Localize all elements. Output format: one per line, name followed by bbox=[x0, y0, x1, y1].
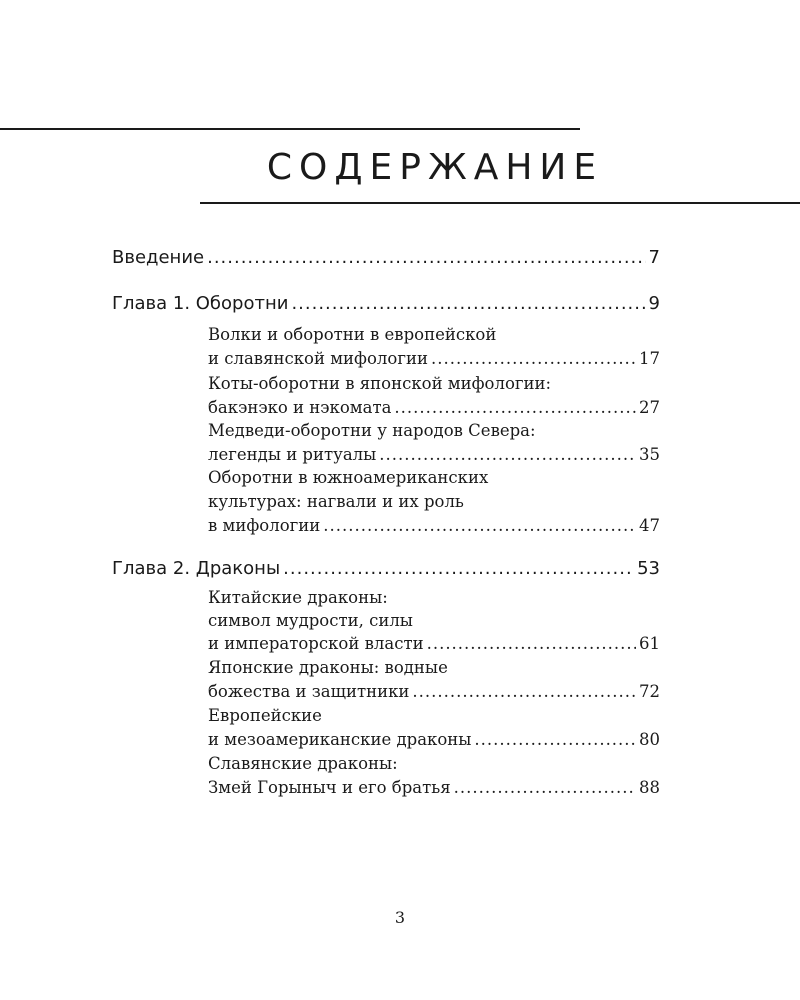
toc-entry-section[interactable] bbox=[208, 728, 660, 752]
top-rule bbox=[0, 128, 580, 130]
toc-page-number: 80 bbox=[639, 730, 660, 749]
toc-entry-title: легенды и ритуалы bbox=[208, 445, 377, 464]
toc-entry-section[interactable] bbox=[208, 396, 660, 420]
toc-entry-title: бакэнэко и нэкомата bbox=[208, 398, 392, 417]
toc-page-number: 53 bbox=[637, 558, 660, 579]
toc-page-number: 9 bbox=[648, 293, 660, 314]
toc-entry-title: божества и защитники bbox=[208, 682, 410, 701]
toc-entry-chapter-2[interactable] bbox=[112, 557, 660, 581]
toc-entry-section[interactable] bbox=[208, 680, 660, 704]
page-number: 3 bbox=[394, 908, 406, 927]
toc-page-number: 7 bbox=[648, 247, 660, 268]
toc-section-line: Оборотни в южноамериканских bbox=[208, 468, 489, 487]
toc-page-number: 72 bbox=[639, 682, 660, 701]
toc-entry-section[interactable] bbox=[208, 632, 660, 656]
toc-entry-title: в мифологии bbox=[208, 516, 321, 535]
leader-dots bbox=[474, 728, 636, 752]
toc-page-number: 27 bbox=[639, 398, 660, 417]
toc-entry-title: Глава 2. Драконы bbox=[112, 558, 281, 579]
toc-section-line: Славянские драконы: bbox=[208, 754, 398, 773]
toc-page-number: 17 bbox=[639, 349, 660, 368]
toc-entry-title: Введение bbox=[112, 247, 205, 268]
toc-entry-title: Змей Горыныч и его братья bbox=[208, 778, 451, 797]
leader-dots bbox=[431, 347, 636, 371]
toc-entry-section[interactable] bbox=[208, 443, 660, 467]
toc-entry-title: и славянской мифологии bbox=[208, 349, 428, 368]
toc-section-line: Китайские драконы: bbox=[208, 588, 388, 607]
toc-section-line: Европейские bbox=[208, 706, 322, 725]
toc-section-line: Коты-оборотни в японской мифологии: bbox=[208, 374, 552, 393]
leader-dots bbox=[454, 776, 636, 800]
toc-entry-section[interactable] bbox=[208, 514, 660, 538]
leader-dots bbox=[412, 680, 636, 704]
toc-page-number: 61 bbox=[639, 634, 660, 653]
toc-section-line: Волки и оборотни в европейской bbox=[208, 325, 497, 344]
leader-dots bbox=[207, 246, 645, 270]
toc-section-line: Медведи-оборотни у народов Севера: bbox=[208, 421, 536, 440]
leader-dots bbox=[283, 557, 634, 581]
leader-dots bbox=[427, 632, 636, 656]
bottom-rule bbox=[200, 202, 800, 204]
page-title: СОДЕРЖАНИЕ bbox=[266, 147, 604, 188]
leader-dots bbox=[323, 514, 636, 538]
toc-entry-title: и мезоамериканские драконы bbox=[208, 730, 472, 749]
toc-entry-chapter-1[interactable] bbox=[112, 292, 660, 316]
toc-entry-section[interactable] bbox=[208, 776, 660, 800]
toc-section-line: символ мудрости, силы bbox=[208, 611, 413, 630]
toc-page-number: 88 bbox=[639, 778, 660, 797]
toc-page-number: 35 bbox=[639, 445, 660, 464]
toc-page-number: 47 bbox=[639, 516, 660, 535]
toc-entry-intro[interactable] bbox=[112, 246, 660, 270]
leader-dots bbox=[379, 443, 636, 467]
toc-entry-section[interactable] bbox=[208, 347, 660, 371]
toc-entry-title: и императорской власти bbox=[208, 634, 424, 653]
leader-dots bbox=[394, 396, 636, 420]
toc-entry-title: Глава 1. Оборотни bbox=[112, 293, 289, 314]
toc-section-line: культурах: нагвали и их роль bbox=[208, 492, 464, 511]
toc-section-line: Японские драконы: водные bbox=[208, 658, 448, 677]
leader-dots bbox=[291, 292, 645, 316]
